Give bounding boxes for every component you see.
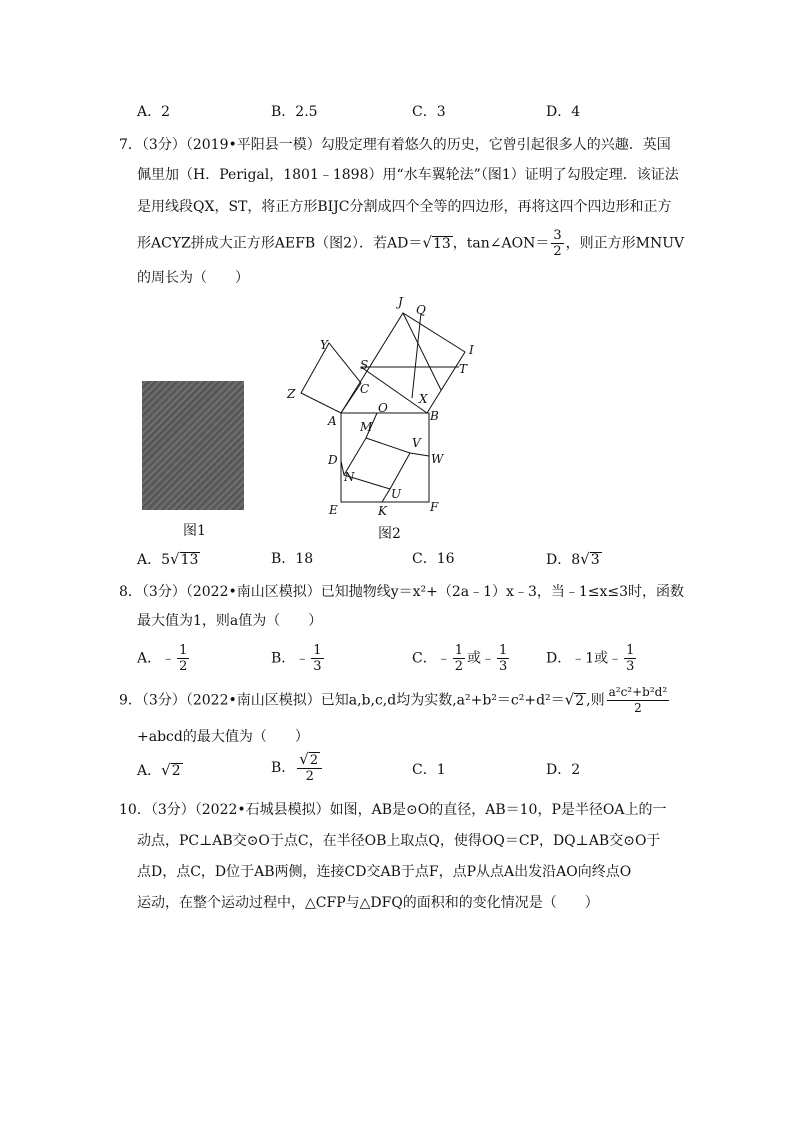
q10-score: （3分） — [150, 802, 195, 818]
q6-option-d: D．4 — [546, 104, 581, 120]
q8-score: （3分） — [141, 584, 186, 600]
fig-label-i: I — [469, 343, 474, 357]
q6-option-a: A．2 — [137, 104, 171, 120]
q9-option-b: B． $\frac{√2}{2}$ — [271, 752, 324, 784]
q9-text-1a: 已知a,b,c,d均为实数,a²+b²＝c²+d²＝ — [320, 692, 565, 709]
q9-fraction: $\frac{\text{a²c²+b²d²}}{2}$ — [608, 685, 668, 715]
fig-label-b: B — [430, 409, 439, 423]
fig-label-m: M — [360, 420, 373, 434]
q9-score: （3分） — [141, 692, 186, 709]
q7-text-4b: ，tan∠AON＝ — [452, 235, 550, 252]
q9-option-a: A．√2 — [137, 761, 181, 779]
q7-line-5: 的周长为（ ） — [137, 270, 249, 286]
fig-label-x: X — [419, 392, 428, 406]
fig-label-z: Z — [287, 387, 296, 401]
q7-sqrt-13: 13 — [432, 235, 451, 252]
q7-source: （2019•平阳县一模） — [185, 137, 321, 153]
figure-2-diagram — [280, 290, 490, 520]
fig-label-v: V — [412, 436, 421, 450]
q10-line-1 — [119, 800, 666, 820]
q9-text-1b: ,则 — [586, 692, 605, 709]
q6-option-b: B．2.5 — [271, 104, 318, 120]
figure-1-photo — [142, 381, 244, 510]
fig-label-n: N — [344, 470, 355, 484]
fig-label-f: F — [430, 500, 439, 514]
q8-option-c: C．﹣ $\frac{1}{2}$ 或﹣ $\frac{1}{3}$ — [412, 643, 508, 674]
q9-source: （2022•南山区模拟） — [185, 692, 321, 709]
fig-label-d: D — [328, 453, 338, 467]
q8-source: （2022•南山区模拟） — [185, 584, 321, 600]
q7-line-2: 佩里加（H．Perigal，1801﹣1898）用“水车翼轮法”（图1）证明了勾股定理．该证法 — [137, 167, 679, 183]
q7-text-1: 勾股定理有着悠久的历史，它曾引起很多人的兴趣．英国 — [320, 137, 671, 153]
figure-1-caption: 图1 — [183, 523, 206, 539]
q9-line-2: +abcd的最大值为（ ） — [137, 729, 309, 745]
fig-label-t: T — [459, 362, 468, 376]
q10-text-1: 如图，AB是⊙O的直径，AB＝10，P是半径OA上的一 — [329, 802, 667, 818]
q7-line-3: 是用线段QX，ST，将正方形BIJC分割成四个全等的四边形，再将这四个四边形和正方 — [137, 199, 672, 215]
segment-qx — [412, 313, 421, 398]
fig-label-q: Q — [416, 303, 426, 317]
fig-label-j: J — [398, 295, 403, 309]
square-acyz — [301, 343, 361, 413]
fig-label-e: E — [329, 503, 338, 517]
fig-label-w: W — [431, 452, 444, 466]
q7-line-4: 形ACYZ拼成大正方形AEFB（图2）．若AD＝√13 ，tan∠AON＝ $\frac{3}{2}$ ，则正方形MNUV — [137, 228, 685, 259]
fig-label-a: A — [328, 414, 337, 428]
q8-line-1 — [119, 582, 684, 602]
fig-label-u: U — [391, 487, 402, 501]
q7-number: 7． — [119, 137, 142, 153]
q7-text-4a: 形ACYZ拼成大正方形AEFB（图2）．若AD＝ — [137, 235, 423, 252]
fig-label-c: C — [360, 382, 370, 396]
diag-2 — [361, 367, 427, 413]
q8-text-1: 已知抛物线y＝x²+（2a﹣1）x﹣3，当﹣1≤x≤3时，函数 — [320, 584, 685, 600]
q10-line-4: 运动，在整个运动过程中，△CFP与△DFQ的面积和的变化情况是（ ） — [137, 895, 599, 911]
q8-option-d: D．﹣1或﹣ $\frac{1}{3}$ — [546, 643, 635, 674]
fig-label-o: O — [378, 401, 388, 415]
q8-option-a: A．﹣ $\frac{1}{2}$ — [137, 643, 188, 674]
q10-number: 10． — [119, 802, 151, 818]
fig-label-s: S — [360, 358, 369, 372]
q8-line-2: 最大值为1，则a值为（ ） — [137, 613, 323, 629]
q7-option-b: B．18 — [271, 551, 314, 567]
q7-text-4c: ，则正方形MNUV — [565, 235, 685, 252]
figure-2-caption: 图2 — [378, 526, 401, 542]
q7-line-1 — [119, 135, 671, 155]
fig-label-y: Y — [320, 338, 328, 352]
q10-line-2: 动点，PC⊥AB交⊙O于点C，在半径OB上取点Q，使得OQ＝CP，DQ⊥AB交⊙O于 — [137, 833, 661, 849]
q9-number: 9． — [119, 692, 142, 709]
q8-option-b: B．﹣ $\frac{1}{3}$ — [271, 643, 322, 674]
q10-line-3: 点D，点C，D位于AB两侧，连接CD交AB于点F，点P从点A出发沿AO向终点O — [137, 864, 632, 880]
q7-option-a: A．5√13 — [137, 550, 199, 568]
q6-option-c: C．3 — [412, 104, 446, 120]
q7-fraction: $\frac{3}{2}$ — [553, 228, 562, 259]
q9-sqrt-2: 2 — [575, 692, 585, 709]
q8-number: 8． — [119, 584, 142, 600]
q7-option-d: D．8√3 — [546, 550, 600, 568]
q9-option-d: D．2 — [546, 762, 581, 778]
q9-line-1: 9．（3分）（2022•南山区模拟）已知a,b,c,d均为实数,a²+b²＝c²+d²＝√2 ,则 $\frac{\text{a²c²+b²d²}}{2}$ — [119, 685, 668, 715]
fig-label-k: K — [378, 504, 387, 518]
q7-option-c: C．16 — [412, 551, 455, 567]
q7-score: （3分） — [141, 137, 186, 153]
q10-source: （2022•石城县模拟） — [194, 802, 330, 818]
q9-option-c: C．1 — [412, 762, 446, 778]
